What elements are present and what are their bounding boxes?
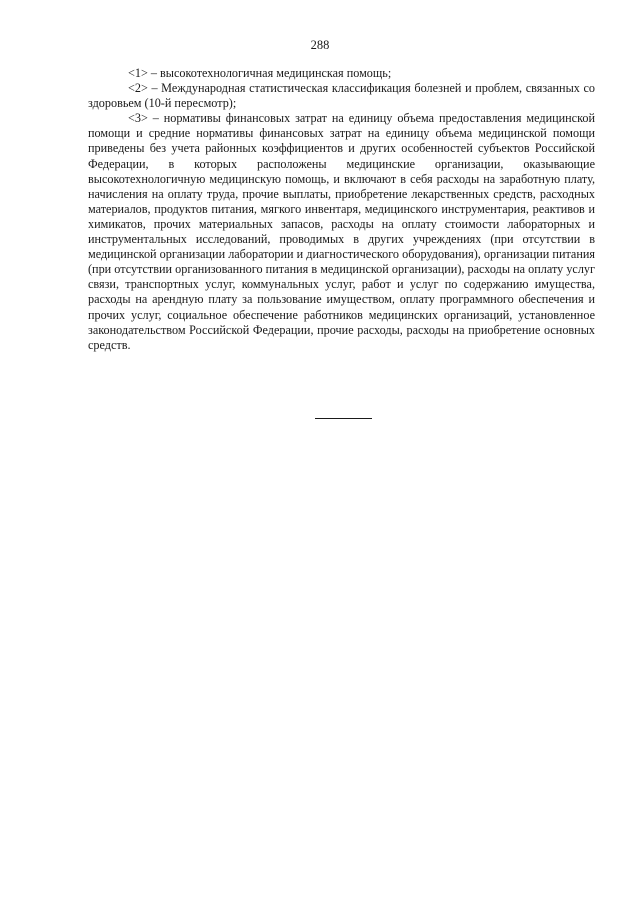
footnotes — [88, 66, 595, 353]
footnote-2: <2> – Международная статистическая классификация болезней и проблем, связанных со здоровьем (10-й пересмотр); — [88, 81, 595, 111]
footnote-3: <3> – нормативы финансовых затрат на единицу объема предоставления медицинской помощи и средние нормативы финансовых затрат на единицу объема медицинской помощи приведены без учета районных коэффициентов и других особенностей субъектов Российской Федерации, в которых расположены медицинские организации, оказывающие высокотехнологичную медицинскую помощь, и включают в себя расходы на заработную плату, начисления на оплату труда, прочие выплаты, приобретение лекарственных средств, расходных материалов, продуктов питания, мягкого инвентаря, медицинского инструментария, реактивов и химикатов, прочих материальных запасов, расходы на оплату стоимости лабораторных и инструментальных исследований, проводимых в других учреждениях (при отсутствии в медицинской организации лаборатории и диагностического оборудования), организации питания (при отсутствии организованного питания в медицинской организации), расходы на оплату услуг связи, транспортных услуг, коммунальных услуг, работ и услуг по содержанию имущества, расходы на арендную плату за пользование имуществом, оплату программного обеспечения и прочих услуг, социальное обеспечение работников медицинских организаций, установленное законодательством Российской Федерации, прочие расходы, расходы на приобретение основных средств. — [88, 111, 595, 352]
end-of-text-rule — [315, 418, 372, 419]
page-number: 288 — [310, 38, 330, 52]
footnote-1: <1> – высокотехнологичная медицинская помощь; — [128, 66, 392, 80]
